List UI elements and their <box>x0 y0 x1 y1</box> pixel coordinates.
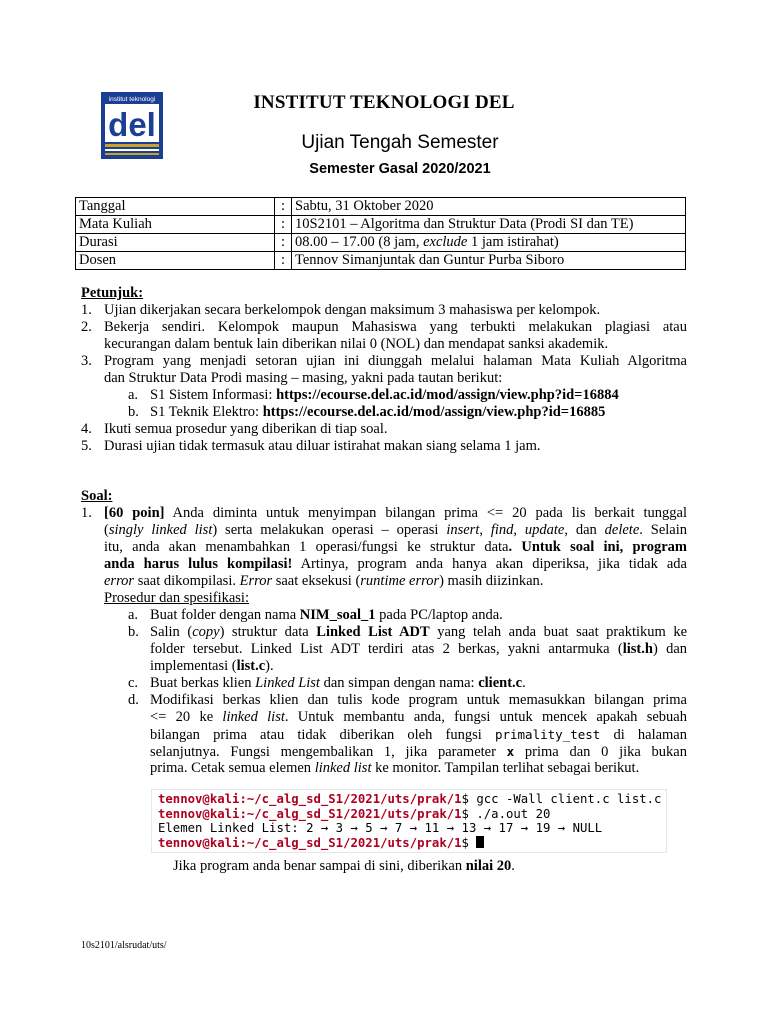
info-separator: : <box>275 234 292 252</box>
course-link-te[interactable]: https://ecourse.del.ac.id/mod/assign/view.php?id=16885 <box>262 404 606 420</box>
instruction-text: dan Struktur Data Prodi masing – masing, yakni pada tautan berikut: <box>104 370 503 386</box>
info-row-date <box>76 198 686 216</box>
procedure-heading: Prosedur dan spesifikasi: <box>104 590 249 606</box>
instruction-text: Ujian dikerjakan secara berkelompok dengan maksimum 3 mahasiswa per kelompok. <box>104 302 601 318</box>
info-row-lecturer <box>76 252 686 270</box>
instruction-text: Program yang menjadi setoran ujian ini diunggah melalui halaman Mata Kuliah Algoritma <box>104 353 687 369</box>
instruction-number: 1. <box>81 302 92 318</box>
step-d-text: Modifikasi berkas klien dan tulis kode program untuk memasukkan bilangan prima <box>150 692 687 708</box>
info-key: Dosen <box>76 252 275 270</box>
info-value: Sabtu, 31 Oktober 2020 <box>292 198 686 216</box>
info-separator: : <box>275 252 292 270</box>
step-letter: b. <box>128 624 139 640</box>
question-text: [60 poin] Anda diminta untuk menyimpan bilangan prima <= 20 pada lis berkait tunggal <box>104 505 687 521</box>
terminal-output <box>151 789 667 853</box>
step-c-text: Buat berkas klien Linked List dan simpan dengan nama: client.c. <box>150 675 526 691</box>
institute-name: INSTITUT TEKNOLOGI DEL <box>253 92 515 113</box>
info-key: Mata Kuliah <box>76 216 275 234</box>
instruction-text: Ikuti semua prosedur yang diberikan di tiap soal. <box>104 421 388 437</box>
instructions-heading: Petunjuk: <box>81 285 144 301</box>
info-key: Tanggal <box>76 198 275 216</box>
step-letter: d. <box>128 692 139 708</box>
instruction-number: 5. <box>81 438 92 454</box>
question-text: anda harus lulus kompilasi! Artinya, program anda hanya akan diperiksa, jika tidak ada <box>104 556 687 572</box>
step-letter: a. <box>128 607 139 623</box>
question-text: itu, anda akan menambahkan 1 operasi/fungsi ke struktur data. Untuk soal ini, program <box>104 539 687 555</box>
terminal-line: tennov@kali:~/c_alg_sd_S1/2021/uts/prak/1$ gcc -Wall client.c list.c <box>158 792 662 806</box>
question-number: 1. <box>81 505 92 521</box>
footer-path: 10s2101/alsrudat/uts/ <box>81 940 167 951</box>
logo-top-text: institut teknologi <box>108 96 156 103</box>
score-note: Jika program anda benar sampai di sini, diberikan nilai 20. <box>173 858 515 874</box>
question-text: error saat dikompilasi. Error saat eksekusi (runtime error) masih diizinkan. <box>104 573 544 589</box>
step-b-text: folder tersebut. Linked List ADT terdiri atas 2 berkas, yakni antarmuka (list.h) dan <box>150 641 687 657</box>
semester-label: Semester Gasal 2020/2021 <box>309 161 491 177</box>
step-b-text: implementasi (list.c). <box>150 658 274 674</box>
instruction-number: 3. <box>81 353 92 369</box>
info-value: 08.00 – 17.00 (8 jam, exclude 1 jam istirahat) <box>292 234 686 252</box>
logo-main-text: del <box>108 106 156 143</box>
step-a-text: Buat folder dengan nama NIM_soal_1 pada PC/laptop anda. <box>150 607 503 623</box>
link-item-si: S1 Sistem Informasi: https://ecourse.del.ac.id/mod/assign/view.php?id=16884 <box>150 387 619 403</box>
step-d-text: <= 20 ke linked list. Untuk membantu anda, fungsi untuk mencek apakah sebuah <box>150 709 687 725</box>
instruction-number: 2. <box>81 319 92 335</box>
instruction-text: Bekerja sendiri. Kelompok maupun Mahasiswa yang terbukti melakukan plagiasi atau <box>104 319 687 335</box>
instruction-text: kecurangan dalam bentuk lain diberikan nilai 0 (NOL) dan mendapat sanksi akademik. <box>104 336 609 352</box>
step-d-text: prima. Cetak semua elemen linked list ke monitor. Tampilan terlihat sebagai berikut. <box>150 760 640 776</box>
instruction-text: Durasi ujian tidak termasuk atau diluar istirahat makan siang selama 1 jam. <box>104 438 541 454</box>
cursor-icon <box>476 836 484 848</box>
exam-info-table <box>75 197 686 270</box>
step-letter: c. <box>128 675 139 691</box>
info-key: Durasi <box>76 234 275 252</box>
info-value: Tennov Simanjuntak dan Guntur Purba Siboro <box>292 252 686 270</box>
terminal-line: tennov@kali:~/c_alg_sd_S1/2021/uts/prak/1$ <box>158 836 660 851</box>
exam-title: Ujian Tengah Semester <box>301 132 499 153</box>
question-text: (singly linked list) serta melakukan operasi – operasi insert, find, update, dan delete. Selain <box>104 522 687 538</box>
terminal-line: tennov@kali:~/c_alg_sd_S1/2021/uts/prak/1$ ./a.out 20 <box>158 806 551 821</box>
instruction-number: 4. <box>81 421 92 437</box>
terminal-line: Elemen Linked List: 2 → 3 → 5 → 7 → 11 → 13 → 17 → 19 → NULL <box>158 821 603 835</box>
link-letter: a. <box>128 387 139 403</box>
link-item-te: S1 Teknik Elektro: https://ecourse.del.ac.id/mod/assign/view.php?id=16885 <box>150 404 606 420</box>
link-letter: b. <box>128 404 139 420</box>
step-d-text: bilangan prima atau tidak diberikan oleh fungsi primality_test di halaman <box>150 727 687 743</box>
questions-heading: Soal: <box>81 488 113 504</box>
info-separator: : <box>275 198 292 216</box>
course-link-si[interactable]: https://ecourse.del.ac.id/mod/assign/view.php?id=16884 <box>276 387 619 403</box>
info-row-course <box>76 216 686 234</box>
info-separator: : <box>275 216 292 234</box>
step-b-text: Salin (copy) struktur data Linked List ADT yang telah anda buat saat praktikum ke <box>150 624 688 640</box>
step-d-text: selanjutnya. Fungsi mengembalikan 1, jika parameter x prima dan 0 jika bukan <box>150 744 687 760</box>
info-value: 10S2101 – Algoritma dan Struktur Data (Prodi SI dan TE) <box>292 216 686 234</box>
info-row-duration <box>76 234 686 252</box>
